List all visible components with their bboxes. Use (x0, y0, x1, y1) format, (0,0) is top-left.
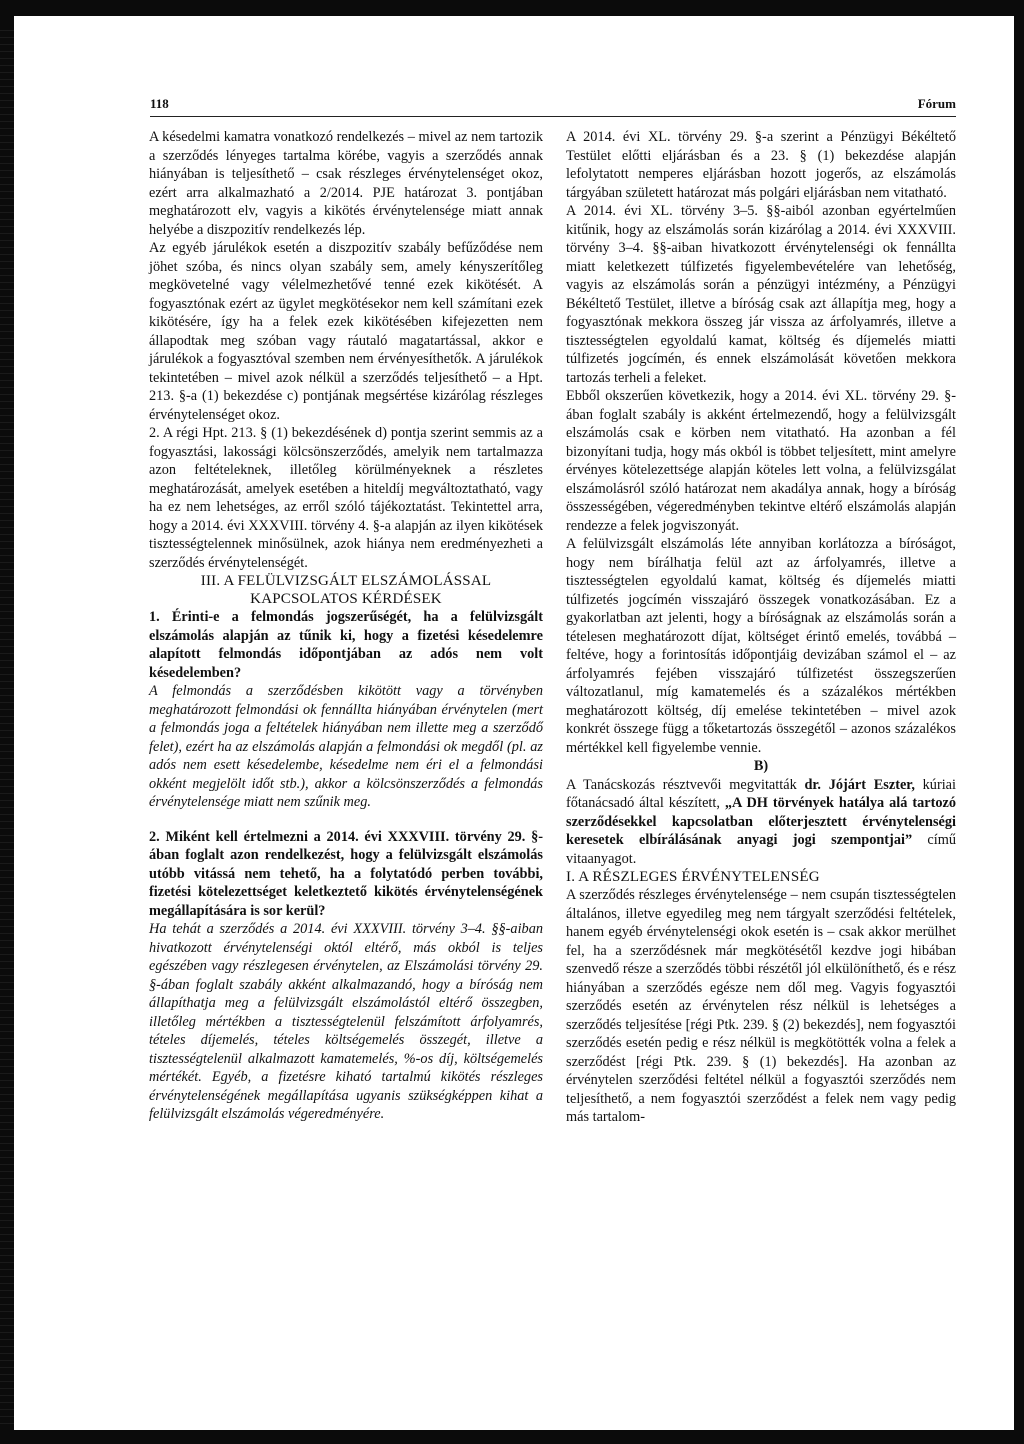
question-1: 1. Érinti-e a felmondás jogszerűségét, ha a felülvizsgált elszámolás alapján az tűnik ki, hogy a fizetési késedelemre alapított felmondás időpontjában az adós nem volt késedelemben? (149, 609, 543, 681)
answer-1: A felmondás a szerződésben kikötött vagy a törvényben meghatározott felmondási ok fennállta hiányában érvénytelen (mert a felmondás joga a feltételek hiányában nem illette meg a szerződő felet), ezért ha az elszámolás alapján a felmondási ok megdől (pl. az adós nem esett késedelembe, késedelme nem éri el a felmondási okként megjelölt időt stb.), akkor a kölcsönszerződés a felmondás érvénytelensége miatt nem szűnik meg. (149, 683, 543, 810)
section-heading: I. A RÉSZLEGES ÉRVÉNYTELENSÉG (566, 869, 820, 885)
intro-text: A Tanácskozás résztvevői megvitatták (566, 776, 805, 793)
answer-2: Ha tehát a szerződés a 2014. évi XXXVIII. törvény 3–4. §§-aiban hivatkozott érvénytelenségi októl eltérő, más okból is teljes egészében vagy részlegesen érvénytelen, az Elszámolási törvény 29. §-ában foglalt szabály akként alkalmazandó, hogy a bíróság nem állapíthatja meg a felülvizsgált elszámolástól eltérő összegben, illetőleg mértékben a tisztességtelenül felszámított árfolyamrés, tételes díjemelés, tételes költségemelés összegét, illetve a tisztességtelenül alkalmazott kamatemelés, %-os díj, költségemelés mértékét. Egyéb, a fizetésre kiható tartalmú kikötés részleges érvénytelenségének megállapítása ugyanis szükségképpen kihat a felülvizsgált elszámolás végeredményére. (149, 921, 543, 1122)
page-header (150, 96, 956, 117)
page-number: 118 (150, 96, 169, 111)
paragraph: A felülvizsgált elszámolás léte annyiban korlátozza a bíróságot, hogy nem bírálhatja felül azt az árfolyamrés, illetve a tisztességtelen egyoldalú kamat, költség és díjemelés miatti túlfizetés jogcímén visszajáró összegek vonatkozásában. Ez a gyakorlatban azt jelenti, hogy a bíróságnak az elszámolás során a tételesen meghatározott díjat, költséget érintő emelés, továbbá – feltéve, hogy a forintosítás időpontjáig devizában számol el – az árfolyamrés fejében visszajáró túlfizetést összegszerűen változatlanul, míg kamatemelés és a százalékos mértékben meghatározott költség, díj emelése tekintetében – mivel azok konkrét összege függ a tőketartozás összegétől – azonos százalékos mértékkel kell figyelembe vennie. (566, 536, 956, 756)
paragraph: A 2014. évi XL. törvény 3–5. §§-aiból azonban egyértelműen kitűnik, hogy az elszámolás során kizárólag a 2014. évi XXXVIII. törvény 3–4. §§-aiban hivatkozott érvénytelenségi ok fennállta miatt keletkezett túlfizetés figyelembevételére van lehetőség, vagyis az elszámolás során a pénzügyi intézmény, a Pénzügyi Békéltető Testület, illetve a bíróság csak azt állapítja meg, hogy a fogyasztónak mekkora összeg jár vissza az árfolyamrés, illetve a tisztességtelen egyoldalú kamat, költség és díjemelés miatti túlfizetés jogcímén, és ennek elszámolását követően mekkora tartozás terheli a feleket. (566, 203, 956, 386)
paragraph: A 2014. évi XL. törvény 29. §-a szerint a Pénzügyi Békéltető Testület előtti eljárásban és a 23. § (1) bekezdése alapján lefolytatott nemperes eljárásban hozott jogerős, az elszámolás tárgyában született határozat más polgári eljárásban nem vitatható. (566, 129, 956, 201)
author-name: dr. Jójárt Eszter, (804, 776, 915, 793)
journal-name: Fórum (917, 96, 956, 111)
paragraph: Ebből okszerűen következik, hogy a 2014. évi XL. törvény 29. §-ában foglalt szabály is akként értelmezendő, hogy a felülvizsgált elszámolás csak e körben nem vitatható. Ha azonban a fél bizonyítani tudja, hogy más okból is többet teljesített, mint amelyre érvényes kötelezettsége alapján köteles lett volna, a felülvizsgálat elszámolásról szóló határozat nem akadálya annak, hogy a bíróság összességében, végeredményben tekintve eltérő elszámolás alapján rendezze a felek jogviszonyát. (566, 388, 956, 534)
question-2: 2. Miként kell értelmezni a 2014. évi XXXVIII. törvény 29. §-ában foglalt azon rendelkezést, hogy a felülvizsgált elszámolás utóbb vitássá nem tehető, ha a folytatódó perben további, fizetési kötelezettséget keletkeztető kikötés érvénytelenségének megállapítására is sor kerül? (149, 828, 543, 919)
intro-text: kúriai főtanácsadó által készített, (566, 776, 956, 811)
scan-border-left (0, 0, 14, 1444)
scan-border-top (0, 0, 1024, 16)
subsection-heading: B) (753, 758, 769, 774)
left-column (149, 128, 543, 1124)
intro-paragraph (566, 776, 956, 869)
paper-title: „A DH törvények hatálya alá tartozó szerződésekkel kapcsolatban előterjesztett érvénytelenségi keresetek elbírálásának anyagi jogi szempontjai” (566, 795, 956, 848)
section-heading: III. A FELÜLVIZSGÁLT ELSZÁMOLÁSSAL KAPCSOLATOS KÉRDÉSEK (200, 573, 492, 607)
scan-border-bottom (0, 1430, 1024, 1444)
intro-text: című vitaanyagot. (566, 832, 956, 867)
scan-border-right (1014, 0, 1024, 1444)
paragraph: 2. A régi Hpt. 213. § (1) bekezdésének d) pontja szerint semmis az a fogyasztási, lakossági kölcsönszerződés, amelyik nem tartalmazza azon feltételeknek, illetőleg körülményeknek a részletes meghatározását, amelyek esetében a hiteldíj megváltoztatható, vagy ha ez nem lehetséges, az erről szóló tájékoztatást. Tekintettel arra, hogy a 2014. évi XXXVIII. törvény 4. §-a alapján az ilyen kikötések tisztességtelennek minősülnek, azok hiánya nem eredményezheti a szerződés érvénytelenségét. (149, 425, 543, 571)
paragraph: A késedelmi kamatra vonatkozó rendelkezés – mivel az nem tartozik a szerződés lényeges tartalma körébe, vagyis a szerződés annak hiányában is teljesíthető – csak részleges érvénytelenséget okoz, ezért arra alkalmazható a 2/2014. PJE határozat 3. pontjában meghatározott elv, vagyis a kikötés érvénytelensége miatt annak helyébe a diszpozitív rendelkezés lép. (149, 129, 543, 238)
right-column (566, 128, 956, 1127)
paragraph: Az egyéb járulékok esetén a diszpozitív szabály befűződése nem jöhet szóba, és nincs olyan szabály sem, amely kényszerítőleg megkövetelné vagy vélelmezhetővé tenné ezek kikötését. A fogyasztónak ezért az ügylet megkötésekor nem kell számítani ezek kikötésére, így ha a felek ezek kikötésében kifejezetten nem állapodtak meg szóban vagy ráutaló magatartással, akkor e járulékok a fogyasztóval szemben nem érvényesíthetők. A járulékok tekintetében – mivel azok nélkül a szerződés teljesíthető – a Hpt. 213. §-a (1) bekezdése c) pontjának megsértése kizárólag részleges érvénytelenséget okoz. (149, 240, 543, 423)
paragraph: A szerződés részleges érvénytelensége – nem csupán tisztességtelen általános, illetve egyedileg meg nem tárgyalt szerződési feltételek, hanem egyéb érvénytelenségi okok esetén is – csak akkor merülhet fel, ha a szerződésnek már megkötésétől kezdve jogi hibában szenvedő része a szerződés többi részétől jól elkülöníthető, és e rész hiányában a szerződés egésze nem dől meg. Vagyis fogyasztói szerződés esetén az érvénytelen rész nélkül is lehetséges a szerződés teljesítése [régi Ptk. 239. § (2) bekezdés], nem fogyasztói szerződés esetén pedig e rész nélkül is megkötötték volna a felek a szerződést [régi Ptk. 239. § (1) bekezdés]. Ha azonban az érvénytelen szerződési feltétel nélkül a fogyasztói szerződés nem teljesíthető, a nem fogyasztói szerződést a felek nem vagy pedig más tartalom- (566, 887, 956, 1125)
